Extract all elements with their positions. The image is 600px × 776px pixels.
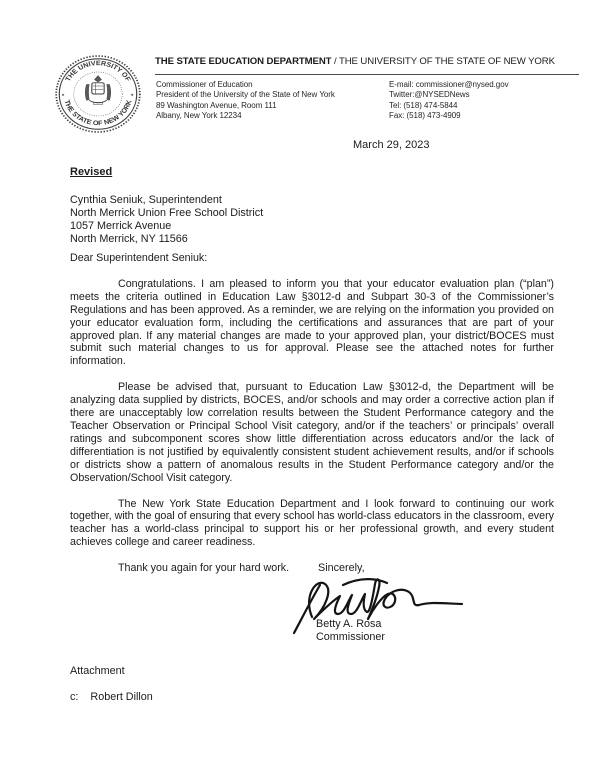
- letterhead-contact-block: [389, 80, 559, 121]
- letterhead-tel-line: Tel: (518) 474-5844: [389, 100, 458, 110]
- cc-label: c:: [70, 691, 79, 703]
- seal-top-text: THE UNIVERSITY OF: [64, 60, 132, 83]
- recipient-address-block: [70, 194, 263, 246]
- recipient-district: North Merrick Union Free School District: [70, 207, 264, 219]
- letterhead-title-separator: /: [331, 56, 339, 67]
- seal-crest-icon: [85, 76, 111, 105]
- recipient-name: Cynthia Seniuk, Superintendent: [70, 194, 222, 206]
- cc-line: [70, 691, 153, 703]
- body-paragraph-3: The New York State Education Department and I look forward to continuing our work together, with the goal of ensuring that every school has world-class educators in the classroom, every teacher has a world-class principal to support his or her professional growth, and every student achieves college and career readiness.: [70, 497, 554, 549]
- letterhead-email-line: E-mail: commissioner@nysed.gov: [389, 80, 509, 89]
- letter-date: March 29, 2023: [353, 139, 430, 151]
- letterhead-office-line: Commissioner of Education: [156, 80, 253, 89]
- salutation: Dear Superintendent Seniuk:: [70, 252, 208, 264]
- letterhead-twitter-line: Twitter:@NYSEDNews: [389, 90, 470, 100]
- letterhead-divider: [155, 74, 579, 75]
- letterhead-title-university: THE UNIVERSITY OF THE STATE OF NEW YORK: [338, 56, 555, 67]
- seal-bottom-text: THE STATE OF NEW YORK: [62, 99, 134, 128]
- revised-label: Revised: [70, 166, 113, 178]
- letterhead-office-line: President of the University of the State of New York: [156, 90, 335, 100]
- thanks-line: Thank you again for your hard work.: [118, 562, 290, 575]
- letterhead-fax-line: Fax: (518) 473-4909: [389, 110, 461, 120]
- recipient-city: North Merrick, NY 11566: [70, 233, 188, 245]
- seal-star-left: ✦: [61, 92, 66, 98]
- letter-body: [70, 252, 554, 575]
- body-paragraph-1: Congratulations. I am pleased to inform you that your educator evaluation plan (“plan”) meets the criteria outlined in Education Law §3012-d and Subpart 30-3 of the Commissioner’s Regulations and has been approved. As a reminder, we are relying on the information you provided on your educator evaluation form, including the certifications and assurances that are part of your approved plan. If any material changes are made to your approved plan, your district/BOCES must submit such material changes to us for approval. Please see the attached notes for further information.: [70, 277, 554, 368]
- letterhead-title: [155, 55, 585, 68]
- signer-title: Commissioner: [316, 631, 385, 643]
- letterhead-city-line: Albany, New York 12234: [156, 110, 242, 120]
- signature-block: [288, 562, 498, 677]
- recipient-street: 1057 Merrick Avenue: [70, 220, 172, 232]
- cc-name: Robert Dillon: [90, 691, 153, 703]
- letterhead-address-block: [156, 80, 386, 121]
- attachment-label: Attachment: [70, 665, 125, 677]
- university-seal-icon: [54, 54, 142, 134]
- letterhead-title-department: THE STATE EDUCATION DEPARTMENT: [155, 56, 332, 67]
- signer-name: Betty A. Rosa: [316, 618, 382, 630]
- closing-label: Sincerely,: [318, 562, 365, 574]
- seal-star-right: ✦: [130, 92, 135, 98]
- svg-text:THE STATE OF NEW YORK: [62, 99, 133, 127]
- letterhead-street-line: 89 Washington Avenue, Room 111: [156, 100, 277, 110]
- body-paragraph-2: Please be advised that, pursuant to Education Law §3012-d, the Department will be analyzing data supplied by districts, BOCES, and/or schools and may order a corrective action plan if there are unacceptably low correlation results between the Student Performance category and the Teacher Observation or Principal School Visit category, and/or if the teachers’ or principals’ overall ratings and subcomponent scores show little differentiation across educators and/or the lack of differentiation is not justified by equivalently consistent student achievement results, and/or if schools or districts show a pattern of anomalous results in the Student Performance category and/or the Observation/School Visit category.: [70, 381, 554, 484]
